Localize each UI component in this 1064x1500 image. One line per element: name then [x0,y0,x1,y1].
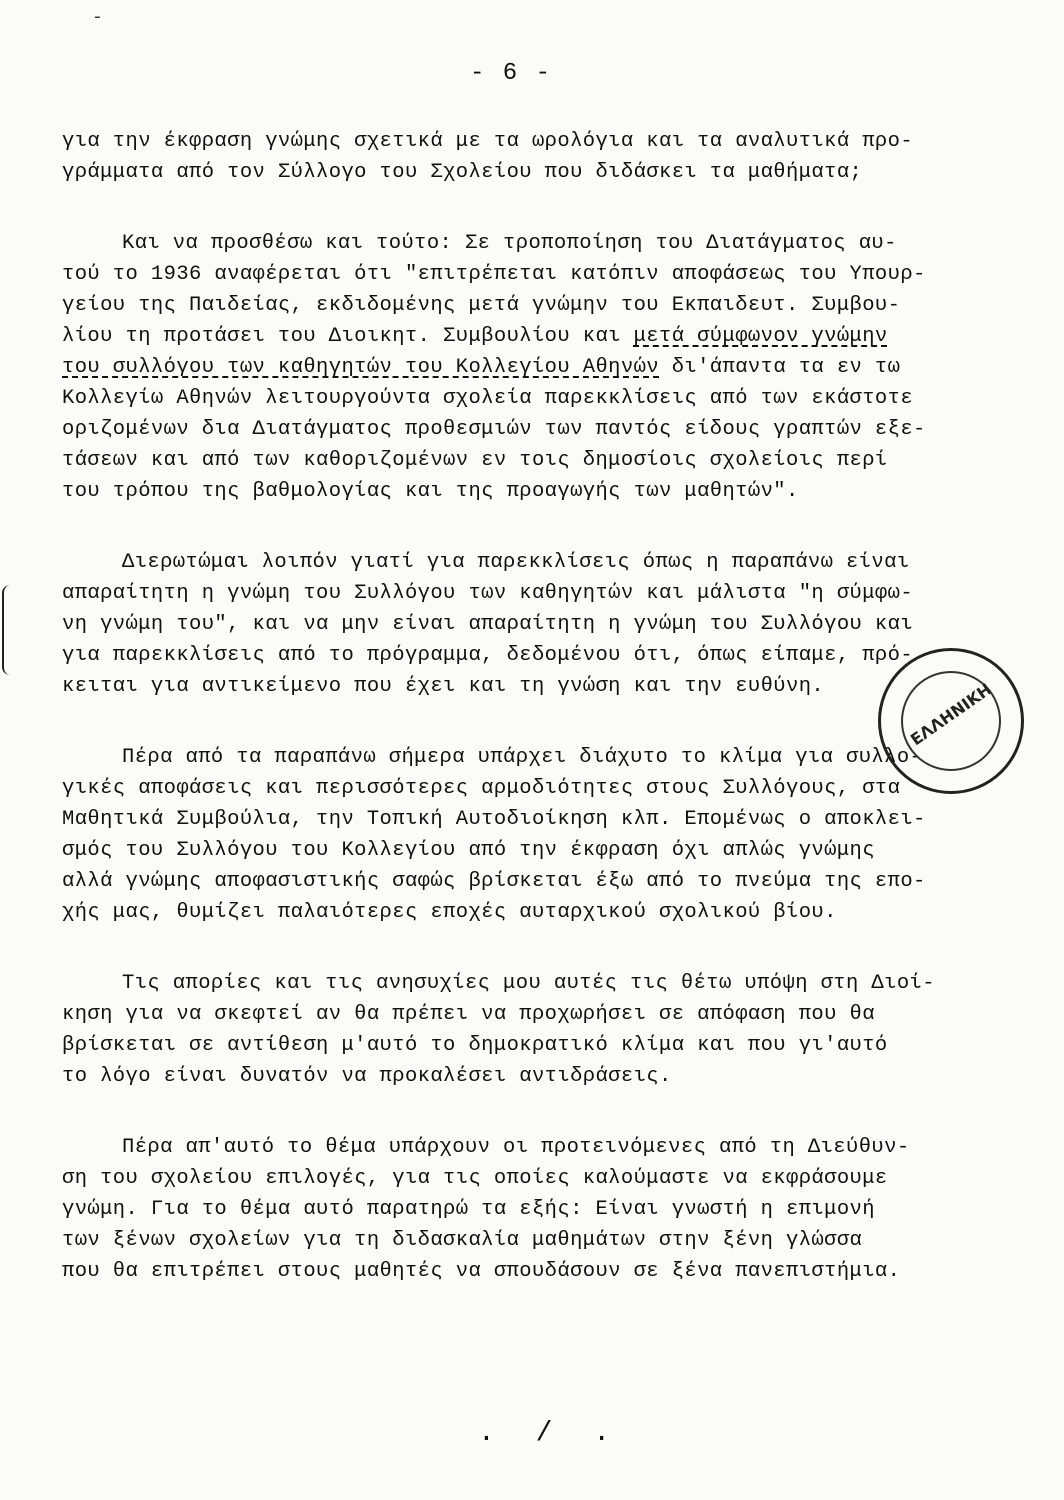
paragraph-6 [62,1132,1002,1287]
text-line: Πέρα από τα παραπάνω σήμερα υπάρχει διάχυτο το κλίμα για συλλο- [122,746,923,769]
text-line: κηση για να σκεφτεί αν θα πρέπει να προχωρήσει σε απόφαση που θα [62,1003,875,1026]
underlined-text: μετά σύμφωνον γνώμην [633,325,888,348]
body-text [62,126,1002,1327]
text-line: γικές αποφάσεις και περισσότερες αρμοδιότητες στους Συλλόγους, στα [62,777,901,800]
text-line: των ξένων σχολείων για τη διδασκαλία μαθημάτων στην ξένη γλώσσα [62,1229,863,1252]
text-line [62,352,1002,383]
text-line: το λόγο είναι δυνατόν να προκαλέσει αντιδράσεις. [62,1065,672,1088]
paragraph-4 [62,742,1002,928]
paragraph-1 [62,126,1002,188]
page-number: - 6 - [470,60,553,87]
text-line: του τρόπου της βαθμολογίας και της προαγωγής των μαθητών". [62,480,799,503]
text-line: χής μας, θυμίζει παλαιότερες εποχές αυταρχικού σχολικού βίου. [62,901,837,924]
text-line: για την έκφραση γνώμης σχετικά με τα ωρολόγια και τα αναλυτικά προ- [62,130,914,153]
official-stamp [878,648,1024,794]
text-line: οριζομένων δια Διατάγματος προθεσμιών των παντός είδους γραπτών εξε- [62,418,926,441]
text-line: αλλά γνώμης αποφασιστικής σαφώς βρίσκεται έξω από το πνεύμα της επο- [62,870,926,893]
underlined-text: του συλλόγου των καθηγητών του Κολλεγίου Αθηνών [62,356,659,379]
paragraph-2 [62,228,1002,507]
text-line: σμός του Συλλόγου του Κολλεγίου από την έκφραση όχι απλώς γνώμης [62,839,875,862]
text-line: ση του σχολείου επιλογές, για τις οποίες καλούμαστε να εκφράσουμε [62,1167,888,1190]
text-line: γράμματα από τον Σύλλογο του Σχολείου που διδάσκει τα μαθήματα; [62,161,863,184]
paragraph-3 [62,547,1002,702]
stamp-text: ΕΛΛΗΝΙΚΗ [906,679,996,750]
text-line: Τις απορίες και τις ανησυχίες μου αυτές τις θέτω υπόψη στη Διοί- [122,972,935,995]
corner-mark: - [92,8,103,28]
text-line: που θα επιτρέπει στους μαθητές να σπουδάσουν σε ξένα πανεπιστήμια. [62,1260,901,1283]
text-line: Πέρα απ'αυτό το θέμα υπάρχουν οι προτεινόμενες από τη Διεύθυν- [122,1136,910,1159]
text-line: για παρεκκλίσεις από το πρόγραμμα, δεδομένου ότι, όπως είπαμε, πρό- [62,644,914,667]
text-line: γείου της Παιδείας, εκδιδομένης μετά γνώμην του Εκπαιδευτ. Συμβου- [62,294,901,317]
text-line: νη γνώμη του", και να μην είναι απαραίτητη η γνώμη του Συλλόγου και [62,613,914,636]
text-line [62,321,1002,352]
text-line: γνώμη. Για το θέμα αυτό παρατηρώ τα εξής: Είναι γνωστή η επιμονή [62,1198,875,1221]
text-segment: λίου τη προτάσει του Διοικητ. Συμβουλίου και [62,325,634,348]
text-line: Και να προσθέσω και τούτο: Σε τροποποίηση του Διατάγματος αυ- [122,232,897,255]
continuation-mark: . / . [478,1418,623,1449]
text-line: Διερωτώμαι λοιπόν γιατί για παρεκκλίσεις όπως η παραπάνω είναι [122,551,910,574]
text-line: τού το 1936 αναφέρεται ότι "επιτρέπεται κατόπιν αποφάσεως του Υπουρ- [62,263,926,286]
text-line: Κολλεγίω Αθηνών λειτουργούντα σχολεία παρεκκλίσεις από των εκάστοτε [62,387,914,410]
margin-bracket [2,585,14,675]
text-segment: δι'άπαντα τα εν τω [659,356,901,379]
text-line: Μαθητικά Συμβούλια, την Τοπική Αυτοδιοίκηση κλπ. Επομένως ο αποκλει- [62,808,926,831]
text-line: κειται για αντικείμενο που έχει και τη γνώση και την ευθύνη. [62,675,825,698]
text-line: βρίσκεται σε αντίθεση μ'αυτό το δημοκρατικό κλίμα και που γι'αυτό [62,1034,888,1057]
text-line: τάσεων και από των καθοριζομένων εν τοις δημοσίοις σχολείοις περί [62,449,888,472]
text-line: απαραίτητη η γνώμη του Συλλόγου των καθηγητών και μάλιστα "η σύμφω- [62,582,914,605]
paragraph-5 [62,968,1002,1092]
